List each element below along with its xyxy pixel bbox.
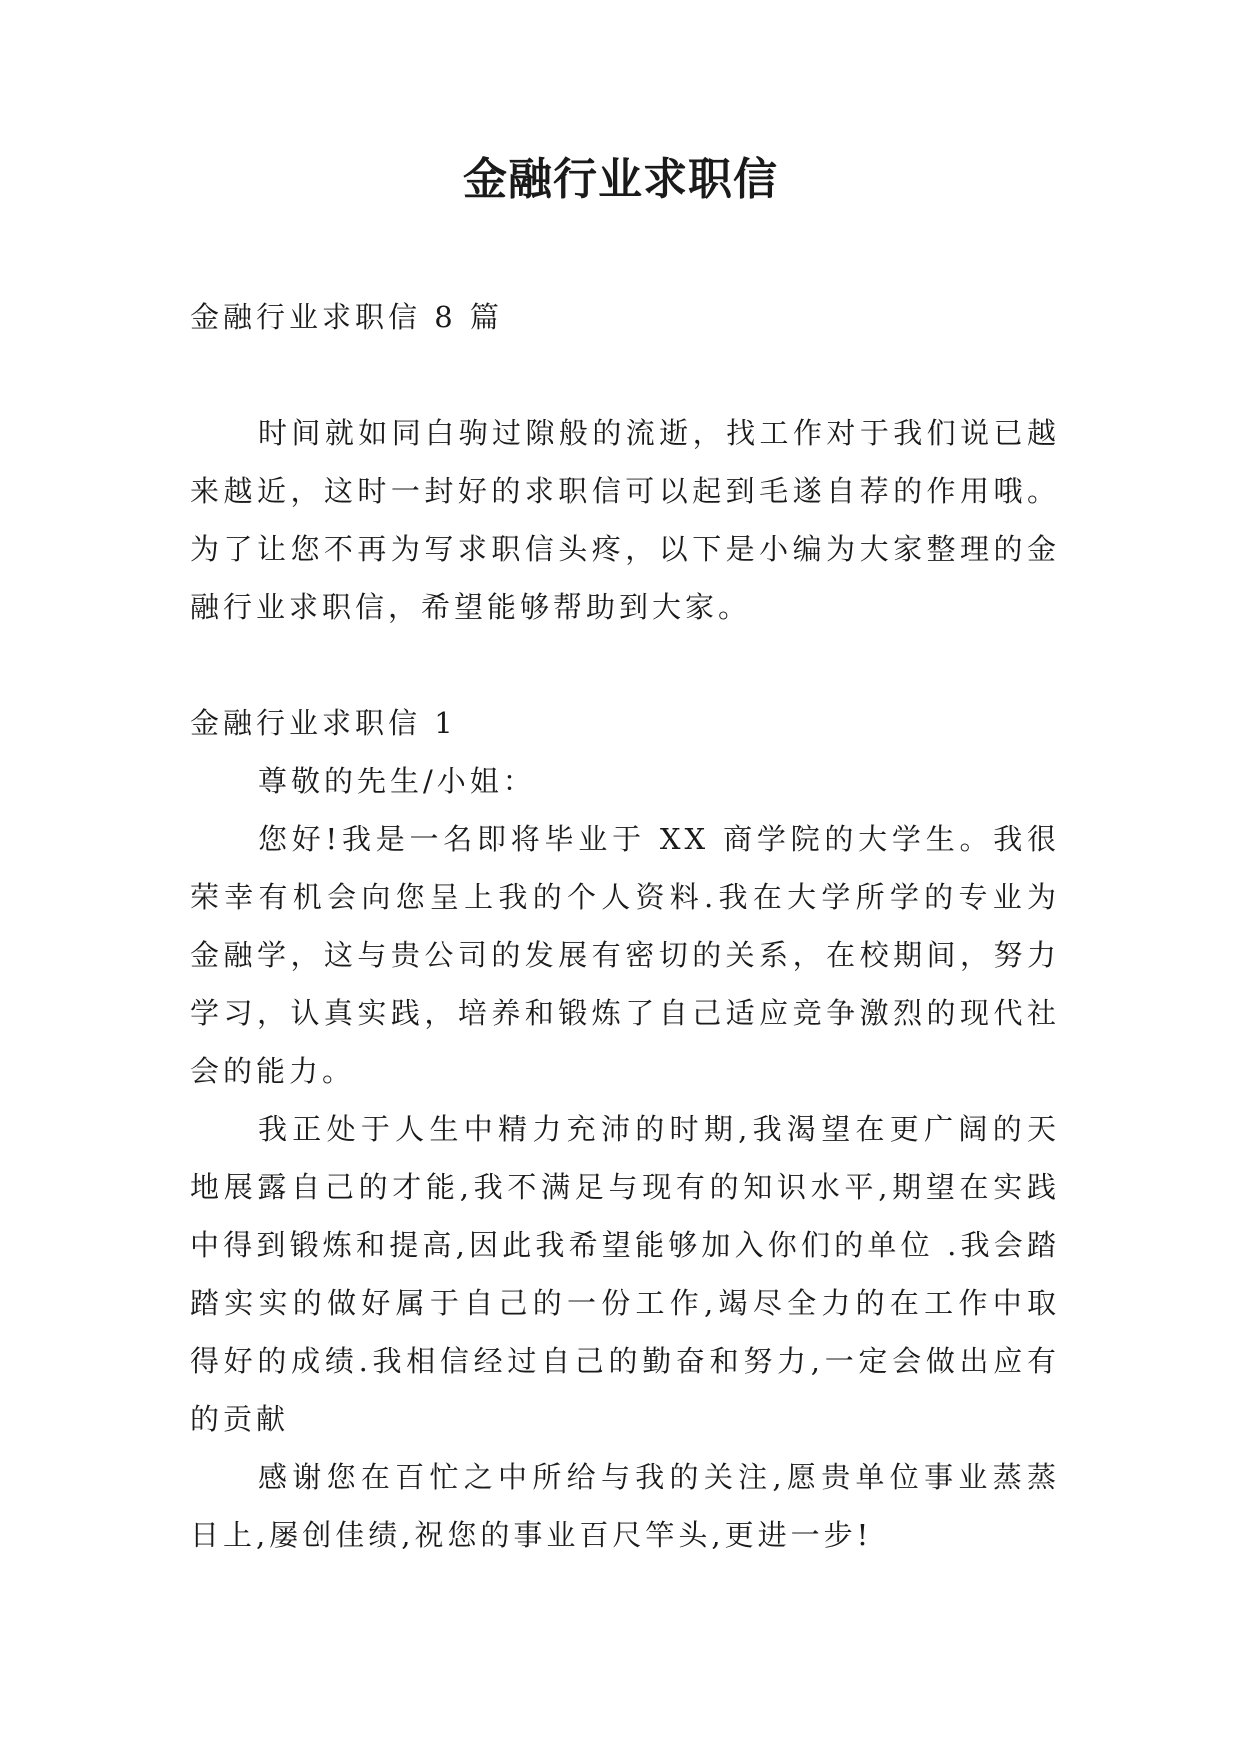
letter-paragraph-3: 感谢您在百忙之中所给与我的关注,愿贵单位事业蒸蒸日上,屡创佳绩,祝您的事业百尺竿头,更进一步! xyxy=(190,1460,1060,1552)
letter-paragraph-1: 您好!我是一名即将毕业于 XX 商学院的大学生。我很荣幸有机会向您呈上我的个人资料.我在大学所学的专业为金融学，这与贵公司的发展有密切的关系，在校期间，努力学习，认真实践，培养和锻炼了自己适应竞争激烈的现代社会的能力。 xyxy=(190,822,1060,1088)
document-title: 金融行业求职信 xyxy=(463,154,778,205)
letter-paragraph-2: 我正处于人生中精力充沛的时期,我渴望在更广阔的天地展露自己的才能,我不满足与现有的知识水平,期望在实践中得到锻炼和提高,因此我希望能够加入你们的单位 .我会踏踏实实的做好属于自己的一份工作,竭尽全力的在工作中取得好的成绩.我相信经过自己的勤奋和努力,一定会做出应有的贡献 xyxy=(190,1112,1060,1436)
document-subtitle: 金融行业求职信 8 篇 xyxy=(190,300,503,334)
intro-paragraph: 时间就如同白驹过隙般的流逝，找工作对于我们说已越来越近，这时一封好的求职信可以起到毛遂自荐的作用哦。为了让您不再为写求职信头疼，以下是小编为大家整理的金融行业求职信，希望能够帮助到大家。 xyxy=(190,416,1060,624)
section-heading: 金融行业求职信 1 xyxy=(190,706,457,740)
salutation: 尊敬的先生/小姐： xyxy=(258,764,536,798)
